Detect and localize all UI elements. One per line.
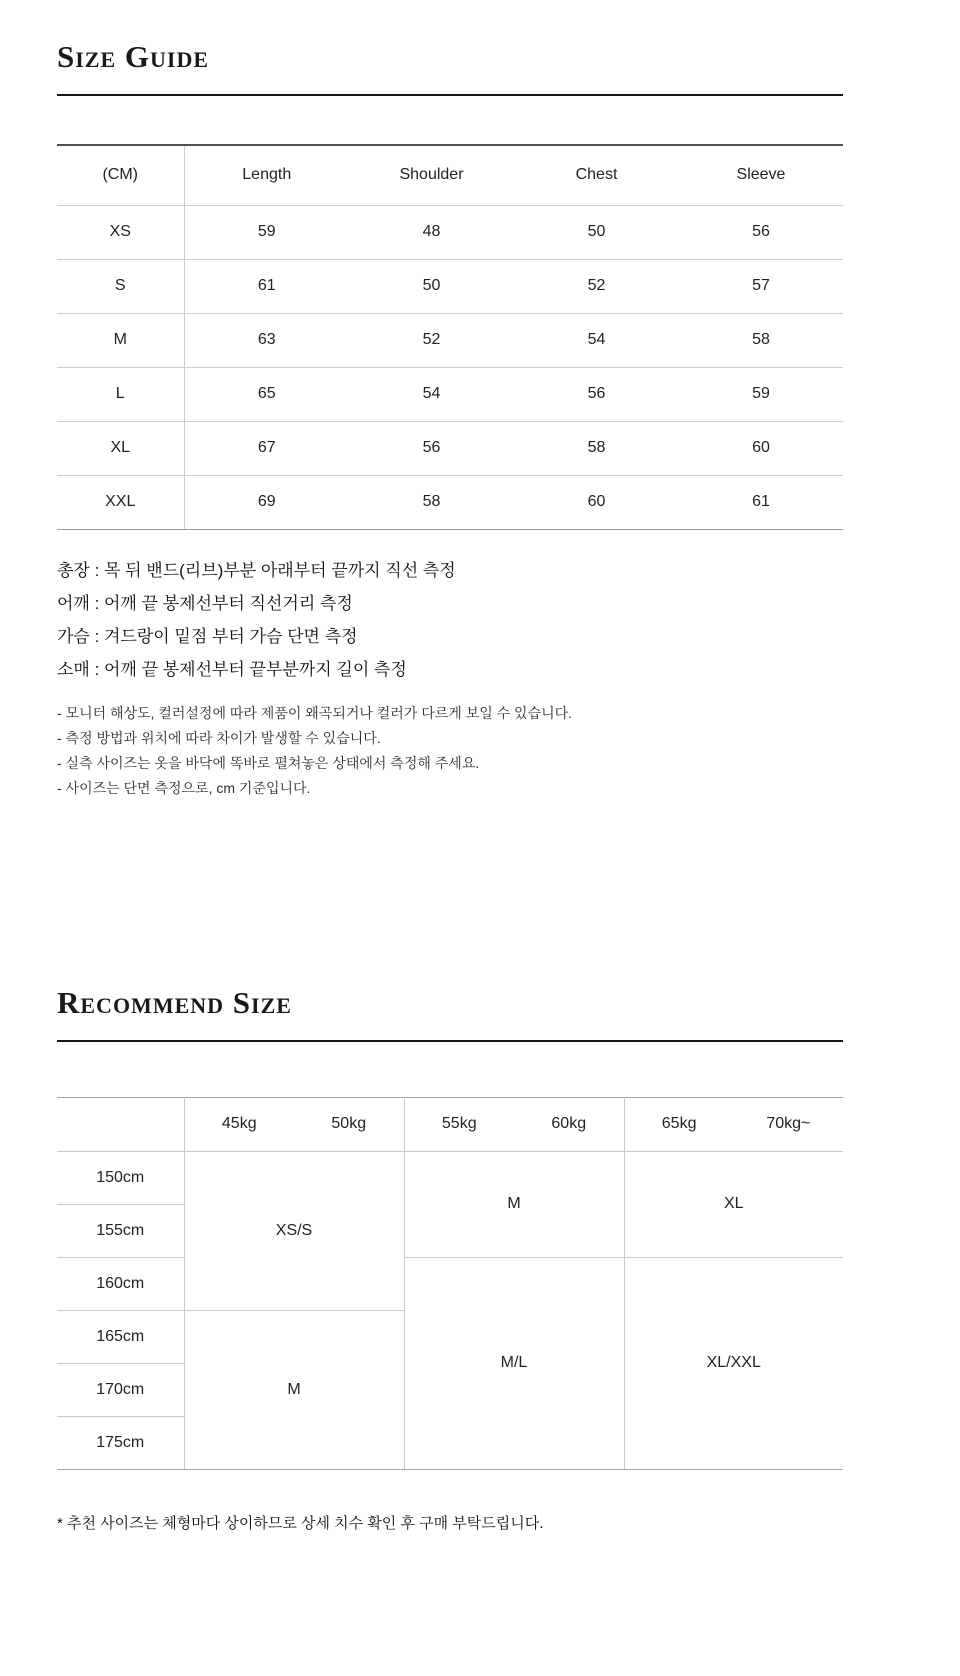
weight-label: 60kg: [551, 1115, 587, 1132]
weight-pair: [185, 1115, 404, 1133]
measurement-line-length: 총장 : 목 뒤 밴드(리브)부분 아래부터 끝까지 직선 측정: [57, 560, 456, 580]
size-table-header-row: [57, 145, 843, 205]
unit-header-cell: (CM): [57, 145, 184, 205]
size-label-cell: L: [57, 367, 184, 421]
size-value-cell: 54: [514, 313, 679, 367]
column-header-shoulder: Shoulder: [349, 145, 514, 205]
size-value-cell: 58: [514, 421, 679, 475]
size-value-cell: 52: [514, 259, 679, 313]
note-line: - 모니터 해상도, 컬러설정에 따라 제품이 왜곡되거나 컬러가 다르게 보일 수 있습니다.: [57, 704, 573, 721]
note-line: - 실측 사이즈는 옷을 바닥에 똑바로 펼쳐놓은 상태에서 측정해 주세요.: [57, 754, 480, 771]
recommend-cell-xl-xxl: XL/XXL: [624, 1257, 843, 1469]
measurement-line-shoulder: 어깨 : 어깨 끝 봉제선부터 직선거리 측정: [57, 593, 353, 613]
size-value-cell: 69: [184, 475, 349, 529]
size-row-s: [57, 259, 843, 313]
recommend-size-title: Recommend Size: [57, 984, 292, 1020]
recommend-cell-xl: XL: [624, 1151, 843, 1257]
size-value-cell: 61: [184, 259, 349, 313]
height-label-cell: 150cm: [57, 1151, 184, 1204]
size-value-cell: 60: [679, 421, 843, 475]
size-value-cell: 59: [679, 367, 843, 421]
height-label-cell: 160cm: [57, 1257, 184, 1310]
size-row-m: [57, 313, 843, 367]
weight-pair: [625, 1115, 844, 1133]
weight-group-1-header: [184, 1097, 404, 1151]
recommend-cell-m-mid: M: [404, 1151, 624, 1257]
weight-label: 65kg: [661, 1115, 697, 1132]
size-label-cell: XL: [57, 421, 184, 475]
page-content: [57, 0, 843, 1533]
size-table: [57, 144, 843, 530]
column-header-length: Length: [184, 145, 349, 205]
size-label-cell: XS: [57, 205, 184, 259]
weight-label: 50kg: [331, 1115, 367, 1132]
height-label-cell: 170cm: [57, 1363, 184, 1416]
size-value-cell: 61: [679, 475, 843, 529]
recommend-footnote: * 추천 사이즈는 체형마다 상이하므로 상세 치수 확인 후 구매 부탁드립니다.: [57, 1514, 544, 1532]
corner-empty-cell: [57, 1097, 184, 1151]
measurement-guide-text: [57, 554, 843, 686]
note-line: - 측정 방법과 위치에 따라 차이가 발생할 수 있습니다.: [57, 729, 381, 746]
size-value-cell: 60: [514, 475, 679, 529]
weight-header-row: [57, 1097, 843, 1151]
column-header-chest: Chest: [514, 145, 679, 205]
recommend-size-section: [57, 801, 843, 1533]
column-header-sleeve: Sleeve: [679, 145, 843, 205]
note-line: - 사이즈는 단면 측정으로, cm 기준입니다.: [57, 779, 311, 796]
size-value-cell: 50: [349, 259, 514, 313]
weight-label: 45kg: [221, 1115, 257, 1132]
size-label-cell: XXL: [57, 475, 184, 529]
size-row-xl: [57, 421, 843, 475]
height-row-160: [57, 1257, 843, 1310]
size-row-l: [57, 367, 843, 421]
size-value-cell: 58: [679, 313, 843, 367]
height-row-150: [57, 1151, 843, 1204]
size-value-cell: 65: [184, 367, 349, 421]
weight-label: 70kg~: [766, 1115, 811, 1132]
size-value-cell: 57: [679, 259, 843, 313]
height-label-cell: 155cm: [57, 1204, 184, 1257]
caution-notes: [57, 701, 843, 801]
size-value-cell: 58: [349, 475, 514, 529]
size-label-cell: S: [57, 259, 184, 313]
recommend-cell-m-l: M/L: [404, 1257, 624, 1469]
size-value-cell: 52: [349, 313, 514, 367]
size-value-cell: 56: [349, 421, 514, 475]
size-row-xxl: [57, 475, 843, 529]
size-value-cell: 67: [184, 421, 349, 475]
size-row-xs: [57, 205, 843, 259]
size-value-cell: 63: [184, 313, 349, 367]
height-label-cell: 175cm: [57, 1416, 184, 1469]
measurement-line-chest: 가슴 : 겨드랑이 밑점 부터 가슴 단면 측정: [57, 626, 358, 646]
size-value-cell: 50: [514, 205, 679, 259]
size-value-cell: 56: [514, 367, 679, 421]
recommend-cell-xs-s: XS/S: [184, 1151, 404, 1310]
size-value-cell: 59: [184, 205, 349, 259]
recommend-size-table: [57, 1097, 843, 1470]
height-label-cell: 165cm: [57, 1310, 184, 1363]
size-guide-section: [57, 0, 843, 801]
weight-group-3-header: [624, 1097, 843, 1151]
weight-pair: [405, 1115, 624, 1133]
size-guide-divider: [57, 94, 843, 96]
weight-group-2-header: [404, 1097, 624, 1151]
measurement-line-sleeve: 소매 : 어깨 끝 봉제선부터 끝부분까지 길이 측정: [57, 659, 407, 679]
size-label-cell: M: [57, 313, 184, 367]
size-value-cell: 54: [349, 367, 514, 421]
size-value-cell: 48: [349, 205, 514, 259]
size-value-cell: 56: [679, 205, 843, 259]
size-guide-title: Size Guide: [57, 39, 210, 74]
weight-label: 55kg: [441, 1115, 477, 1132]
recommend-size-divider: [57, 1040, 843, 1042]
recommend-cell-m-left: M: [184, 1310, 404, 1469]
